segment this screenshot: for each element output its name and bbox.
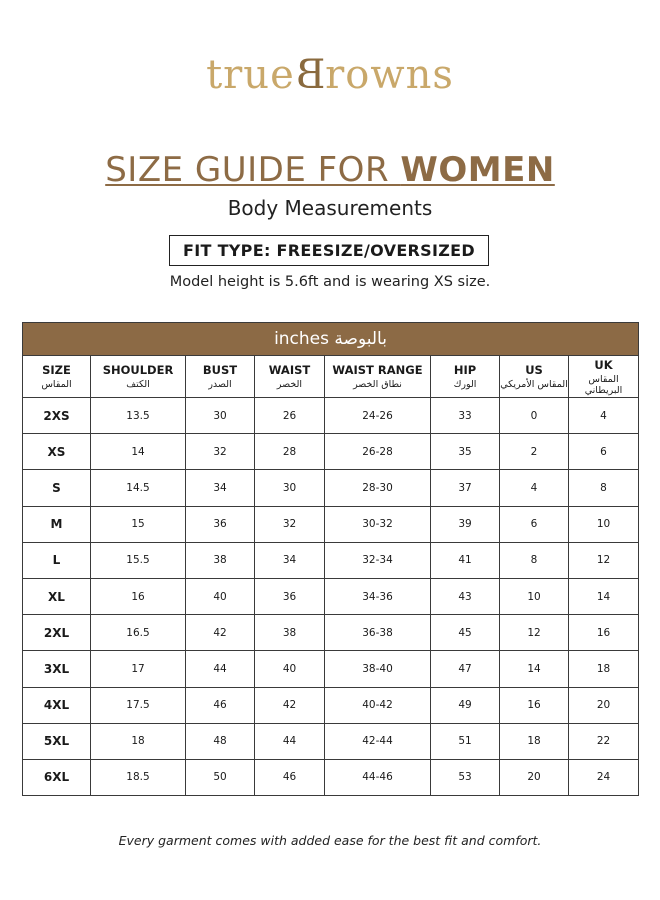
table-cell: 38 — [186, 542, 255, 578]
size-cell: XS — [23, 434, 91, 470]
table-cell: 14 — [91, 434, 186, 470]
footer-note: Every garment comes with added ease for the best fit and comfort. — [118, 833, 542, 848]
table-cell: 16 — [569, 615, 639, 651]
column-header-en: SHOULDER — [102, 363, 174, 377]
column-header — [91, 356, 186, 398]
table-cell: 36-38 — [325, 615, 431, 651]
table-cell: 48 — [186, 723, 255, 759]
table-cell: 15 — [91, 506, 186, 542]
table-cell: 24 — [569, 759, 639, 795]
table-row — [23, 723, 639, 759]
size-cell: 6XL — [23, 759, 91, 795]
column-header — [255, 356, 325, 398]
table-cell: 40-42 — [325, 687, 431, 723]
table-cell: 47 — [431, 651, 500, 687]
table-row — [23, 687, 639, 723]
table-cell: 40 — [186, 578, 255, 614]
table-cell: 17.5 — [91, 687, 186, 723]
page-title-bold: WOMEN — [400, 150, 555, 190]
table-cell: 8 — [500, 542, 569, 578]
table-cell: 38-40 — [325, 651, 431, 687]
table-cell: 44-46 — [325, 759, 431, 795]
size-cell: 5XL — [23, 723, 91, 759]
table-cell: 28-30 — [325, 470, 431, 506]
table-row — [23, 506, 639, 542]
column-header-ar: المقاس — [41, 379, 72, 390]
table-cell: 30 — [255, 470, 325, 506]
table-cell: 42-44 — [325, 723, 431, 759]
page-title-light: SIZE GUIDE FOR — [105, 150, 401, 190]
table-cell: 18 — [500, 723, 569, 759]
table-row — [23, 398, 639, 434]
column-header-ar: نطاق الخصر — [353, 379, 402, 390]
size-cell: XL — [23, 578, 91, 614]
table-row — [23, 434, 639, 470]
table-cell: 2 — [500, 434, 569, 470]
table-cell: 37 — [431, 470, 500, 506]
brand-logo — [0, 52, 660, 98]
table-row — [23, 615, 639, 651]
table-cell: 43 — [431, 578, 500, 614]
table-cell: 40 — [255, 651, 325, 687]
column-header-ar: المقاس البريطاني — [584, 373, 623, 396]
table-cell: 46 — [255, 759, 325, 795]
column-header-en: US — [525, 363, 543, 377]
table-cell: 6 — [500, 506, 569, 542]
table-cell: 30-32 — [325, 506, 431, 542]
size-cell: 3XL — [23, 651, 91, 687]
table-cell: 18 — [91, 723, 186, 759]
column-header-en: BUST — [202, 363, 238, 377]
column-header — [23, 356, 91, 398]
table-cell: 6 — [569, 434, 639, 470]
table-cell: 18.5 — [91, 759, 186, 795]
size-cell: 2XL — [23, 615, 91, 651]
size-cell: M — [23, 506, 91, 542]
column-header — [431, 356, 500, 398]
table-cell: 18 — [569, 651, 639, 687]
table-row — [23, 651, 639, 687]
model-note: Model height is 5.6ft and is wearing XS size. — [169, 274, 491, 290]
table-cell: 13.5 — [91, 398, 186, 434]
table-cell: 10 — [569, 506, 639, 542]
table-cell: 38 — [255, 615, 325, 651]
table-cell: 36 — [255, 578, 325, 614]
page-subtitle: Body Measurements — [227, 196, 433, 220]
column-header-en: WAIST RANGE — [332, 363, 423, 377]
size-cell: 2XS — [23, 398, 91, 434]
table-cell: 42 — [255, 687, 325, 723]
table-cell: 34 — [255, 542, 325, 578]
table-cell: 4 — [500, 470, 569, 506]
column-header-en: WAIST — [268, 363, 311, 377]
column-header-en: SIZE — [42, 363, 71, 377]
brand-logo-mirrored-b: B — [294, 52, 326, 98]
table-cell: 34 — [186, 470, 255, 506]
table-cell: 41 — [431, 542, 500, 578]
table-cell: 51 — [431, 723, 500, 759]
table-cell: 14 — [569, 578, 639, 614]
table-cell: 32 — [186, 434, 255, 470]
table-cell: 50 — [186, 759, 255, 795]
column-header — [569, 356, 639, 398]
table-cell: 30 — [186, 398, 255, 434]
table-row — [23, 759, 639, 795]
table-cell: 24-26 — [325, 398, 431, 434]
size-cell: L — [23, 542, 91, 578]
table-cell: 44 — [255, 723, 325, 759]
column-header-ar: المقاس الأمريكي — [500, 379, 568, 390]
table-cell: 35 — [431, 434, 500, 470]
table-cell: 14.5 — [91, 470, 186, 506]
brand-logo-part3: rowns — [325, 52, 454, 98]
table-cell: 20 — [569, 687, 639, 723]
size-cell: S — [23, 470, 91, 506]
table-cell: 36 — [186, 506, 255, 542]
column-header — [186, 356, 255, 398]
table-cell: 39 — [431, 506, 500, 542]
table-cell: 17 — [91, 651, 186, 687]
table-cell: 42 — [186, 615, 255, 651]
column-header — [500, 356, 569, 398]
table-cell: 4 — [569, 398, 639, 434]
table-cell: 8 — [569, 470, 639, 506]
table-cell: 14 — [500, 651, 569, 687]
table-cell: 15.5 — [91, 542, 186, 578]
table-cell: 33 — [431, 398, 500, 434]
column-header-ar: الصدر — [208, 379, 232, 390]
table-cell: 45 — [431, 615, 500, 651]
table-cell: 16 — [500, 687, 569, 723]
table-cell: 16 — [91, 578, 186, 614]
table-cell: 46 — [186, 687, 255, 723]
table-row — [23, 578, 639, 614]
table-cell: 26 — [255, 398, 325, 434]
table-cell: 49 — [431, 687, 500, 723]
table-row — [23, 542, 639, 578]
column-header-ar: الخصر — [276, 379, 303, 390]
table-cell: 22 — [569, 723, 639, 759]
column-header-en: UK — [594, 357, 613, 372]
table-cell: 26-28 — [325, 434, 431, 470]
table-cell: 10 — [500, 578, 569, 614]
unit-label: inches بالبوصة — [23, 323, 639, 356]
table-cell: 32 — [255, 506, 325, 542]
table-cell: 20 — [500, 759, 569, 795]
column-header-ar: الكتف — [126, 379, 150, 390]
size-table — [22, 322, 639, 796]
table-cell: 34-36 — [325, 578, 431, 614]
column-header-en: HIP — [453, 363, 477, 377]
table-cell: 53 — [431, 759, 500, 795]
table-cell: 44 — [186, 651, 255, 687]
brand-logo-part1: true — [206, 52, 295, 98]
table-row — [23, 470, 639, 506]
table-cell: 0 — [500, 398, 569, 434]
table-cell: 16.5 — [91, 615, 186, 651]
table-cell: 12 — [500, 615, 569, 651]
column-header-ar: الورك — [453, 379, 477, 390]
column-header — [325, 356, 431, 398]
table-cell: 28 — [255, 434, 325, 470]
page-title — [0, 150, 660, 190]
size-cell: 4XL — [23, 687, 91, 723]
table-cell: 32-34 — [325, 542, 431, 578]
header-row — [23, 356, 639, 398]
fit-type-badge: FIT TYPE: FREESIZE/OVERSIZED — [169, 235, 489, 266]
unit-row — [23, 323, 639, 356]
table-cell: 12 — [569, 542, 639, 578]
